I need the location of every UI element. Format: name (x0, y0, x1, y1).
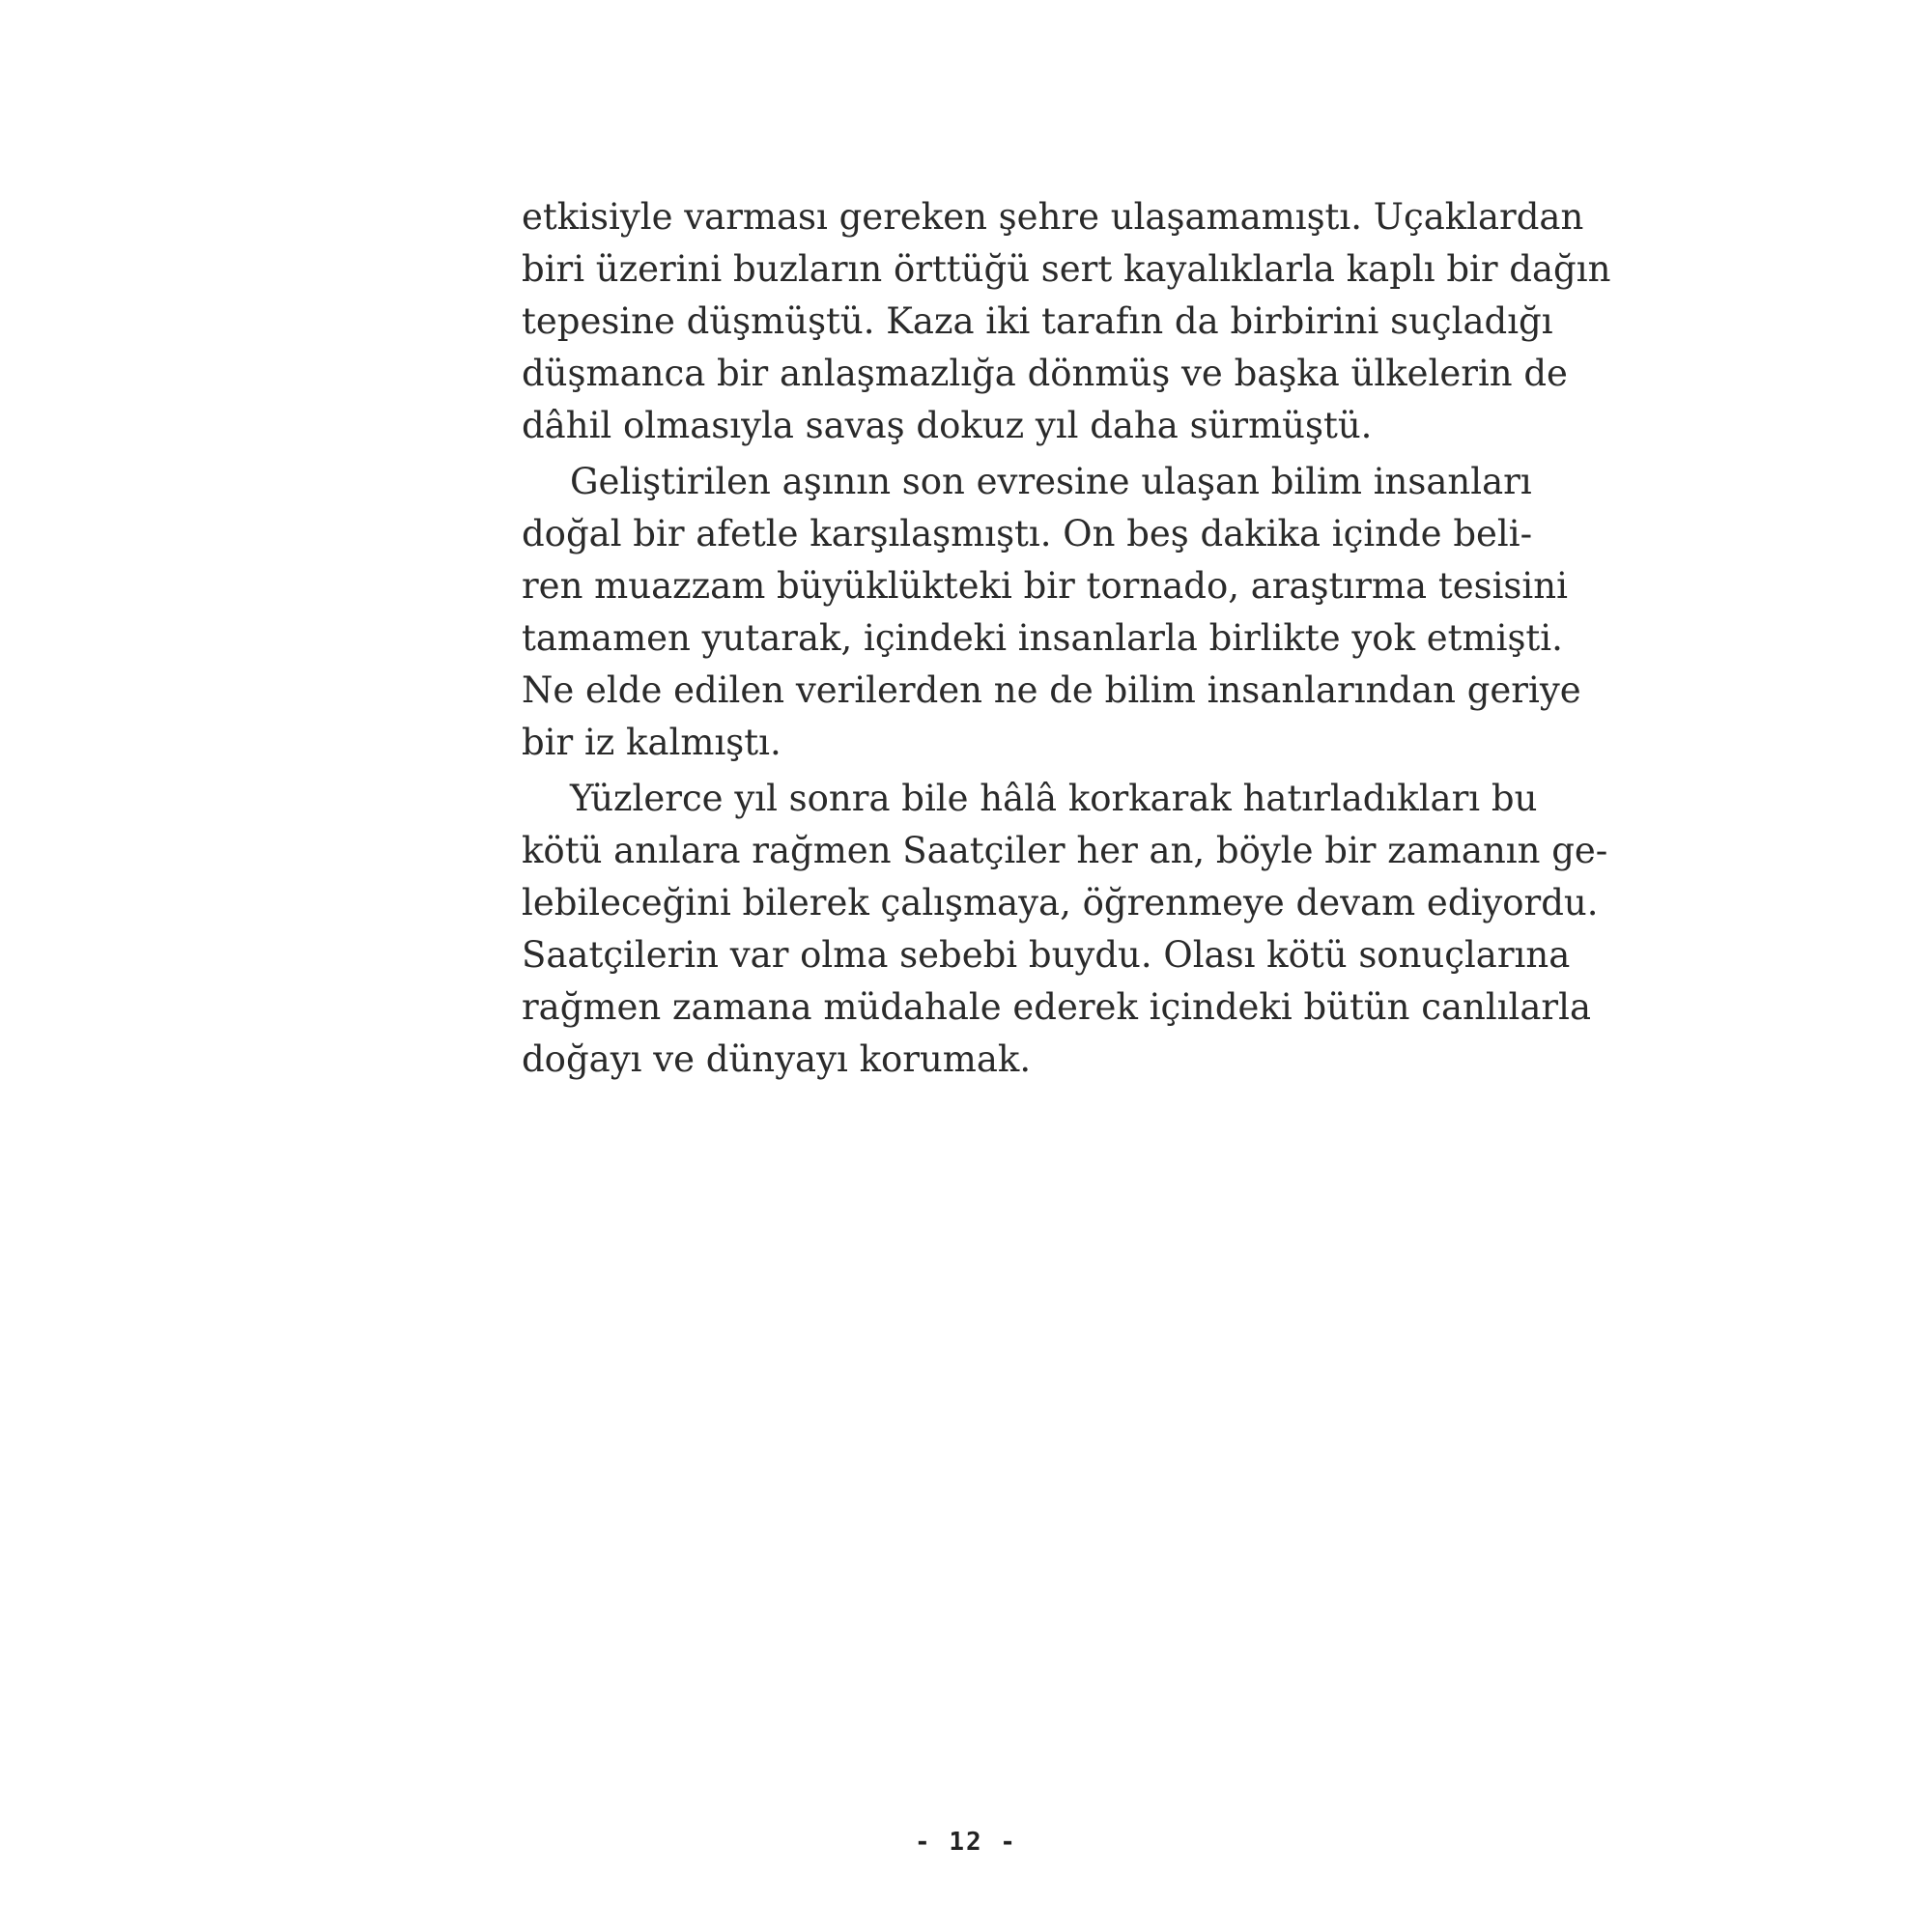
paragraph-3 (522, 773, 1608, 1086)
page-number: - 12 - (915, 1828, 1017, 1857)
text-line: düşmanca bir anlaşmazlığa dönmüş ve başka ülkelerin de (522, 353, 1568, 394)
text-line: Geliştirilen aşının son evresine ulaşan bilim insanları (570, 461, 1532, 502)
text-line: ren muazzam büyüklükteki bir tornado, araştırma tesisini (522, 565, 1568, 607)
text-line: tamamen yutarak, içindeki insanlarla birlikte yok etmişti. (522, 617, 1563, 659)
text-line: tepesine düşmüştü. Kaza iki tarafın da birbirini suçladığı (522, 300, 1553, 342)
text-line: rağmen zamana müdahale ederek içindeki bütün canlılarla (522, 986, 1592, 1028)
paragraph-1 (522, 191, 1611, 452)
text-line: Yüzlerce yıl sonra bile hâlâ korkarak hatırladıkları bu (570, 778, 1538, 819)
paragraph-2 (522, 456, 1581, 769)
text-line: bir iz kalmıştı. (522, 722, 781, 763)
text-line: Ne elde edilen verilerden ne de bilim insanlarından geriye (522, 669, 1581, 711)
text-line: dâhil olmasıyla savaş dokuz yıl daha sürmüştü. (522, 405, 1373, 446)
text-line: kötü anılara rağmen Saatçiler her an, böyle bir zamanın ge- (522, 830, 1608, 871)
text-line: Saatçilerin var olma sebebi buydu. Olası kötü sonuçlarına (522, 934, 1571, 976)
text-line: lebileceğini bilerek çalışmaya, öğrenmeye devam ediyordu. (522, 882, 1599, 923)
body-text (522, 191, 1611, 1086)
text-line: doğayı ve dünyayı korumak. (522, 1038, 1032, 1080)
text-line: doğal bir afetle karşılaşmıştı. On beş dakika içinde beli- (522, 513, 1533, 554)
text-line: biri üzerini buzların örttüğü sert kayalıklarla kaplı bir dağın (522, 248, 1611, 290)
text-line: etkisiyle varması gereken şehre ulaşamamıştı. Uçaklardan (522, 196, 1584, 238)
